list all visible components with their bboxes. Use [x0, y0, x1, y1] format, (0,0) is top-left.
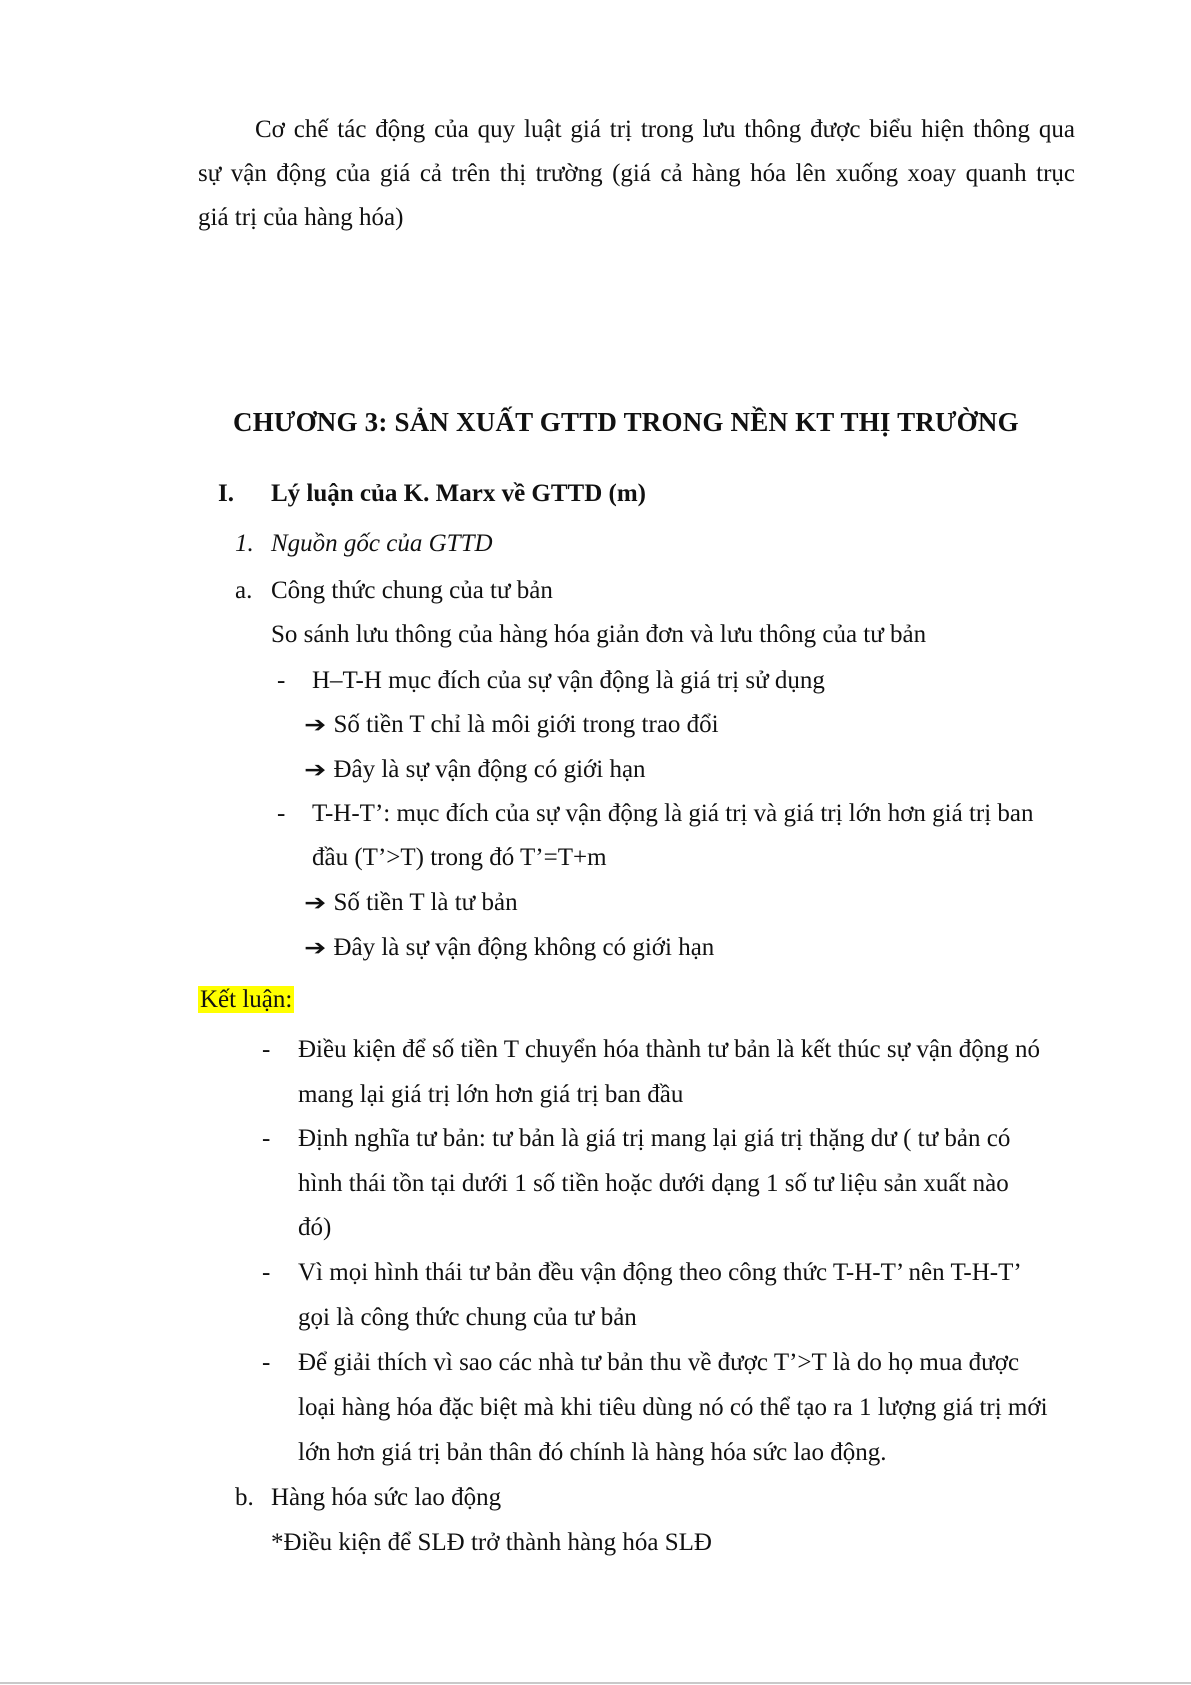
list-item-2-line-2: đầu (T’>T) trong đó T’=T+m	[312, 844, 607, 871]
conclusion-p4-line-1: Để giải thích vì sao các nhà tư bản thu về được T’>T là do họ mua được	[298, 1349, 1020, 1376]
arrow-item-text: Đây là sự vận động có giới hạn	[333, 756, 646, 783]
arrow-right-icon: ➔	[304, 757, 327, 782]
list-item-1: H–T-H mục đích của sự vận động là giá trị sử dụng	[312, 667, 825, 694]
arrow-right-icon: ➔	[304, 712, 327, 737]
arrow-item-text: Số tiền T chỉ là môi giới trong trao đổi	[333, 711, 719, 738]
arrow-item	[306, 710, 719, 740]
intro-line-1: Cơ chế tác động của quy luật giá trị trong lưu thông được biểu hiện thông qua	[255, 116, 1075, 143]
conclusion-p1-line-2: mang lại giá trị lớn hơn giá trị ban đầu	[298, 1081, 684, 1108]
arrow-item	[306, 888, 518, 918]
arrow-item	[306, 933, 714, 963]
part-a-marker: a.	[235, 577, 253, 604]
part-b-marker: b.	[235, 1484, 254, 1511]
part-a-heading: Công thức chung của tư bản	[271, 577, 553, 604]
part-b-note: *Điều kiện để SLĐ trở thành hàng hóa SLĐ	[271, 1529, 712, 1556]
list-dash: -	[262, 1125, 271, 1152]
list-dash: -	[262, 1036, 271, 1063]
arrow-item-text: Số tiền T là tư bản	[333, 889, 518, 916]
conclusion-p3-line-1: Vì mọi hình thái tư bản đều vận động theo công thức T-H-T’ nên T-H-T’	[298, 1259, 1022, 1286]
arrow-right-icon: ➔	[304, 935, 327, 960]
section-marker: I.	[218, 480, 234, 507]
arrow-item-text: Đây là sự vận động không có giới hạn	[333, 934, 715, 961]
list-dash: -	[277, 667, 286, 694]
conclusion-p2-line-3: đó)	[298, 1214, 332, 1241]
conclusion-p2-line-2: hình thái tồn tại dưới 1 số tiền hoặc dưới dạng 1 số tư liệu sản xuất nào	[298, 1170, 1009, 1197]
conclusion-p3-line-2: gọi là công thức chung của tư bản	[298, 1304, 637, 1331]
conclusion-p4-line-2: loại hàng hóa đặc biệt mà khi tiêu dùng nó có thể tạo ra 1 lượng giá trị mới	[298, 1394, 1048, 1421]
intro-line-3: giá trị của hàng hóa)	[198, 204, 404, 231]
arrow-item	[306, 755, 646, 785]
conclusion-p4-line-3: lớn hơn giá trị bản thân đó chính là hàng hóa sức lao động.	[298, 1439, 887, 1466]
subsection-heading: Nguồn gốc của GTTD	[271, 530, 493, 557]
highlighted-text: Kết luận:	[200, 986, 293, 1013]
list-dash: -	[262, 1259, 271, 1286]
arrow-right-icon: ➔	[304, 890, 327, 915]
chapter-title: CHƯƠNG 3: SẢN XUẤT GTTD TRONG NỀN KT THỊ TRƯỜNG	[233, 407, 1019, 437]
list-dash: -	[262, 1349, 271, 1376]
list-dash: -	[277, 800, 286, 827]
list-item-2-line-1: T-H-T’: mục đích của sự vận động là giá trị và giá trị lớn hơn giá trị ban	[312, 800, 1034, 827]
conclusion-label	[198, 985, 294, 1015]
conclusion-p1-line-1: Điều kiện để số tiền T chuyển hóa thành tư bản là kết thúc sự vận động nó	[298, 1036, 1040, 1063]
intro-line-2: sự vận động của giá cả trên thị trường (giá cả hàng hóa lên xuống xoay quanh trục	[198, 160, 1075, 187]
conclusion-p2-line-1: Định nghĩa tư bản: tư bản là giá trị mang lại giá trị thặng dư ( tư bản có	[298, 1125, 1011, 1152]
section-heading: Lý luận của K. Marx về GTTD (m)	[271, 480, 646, 507]
page-bottom-edge	[0, 1682, 1191, 1684]
part-a-intro: So sánh lưu thông của hàng hóa giản đơn và lưu thông của tư bản	[271, 621, 927, 648]
part-b-heading: Hàng hóa sức lao động	[271, 1484, 502, 1511]
subsection-marker: 1.	[235, 530, 254, 557]
